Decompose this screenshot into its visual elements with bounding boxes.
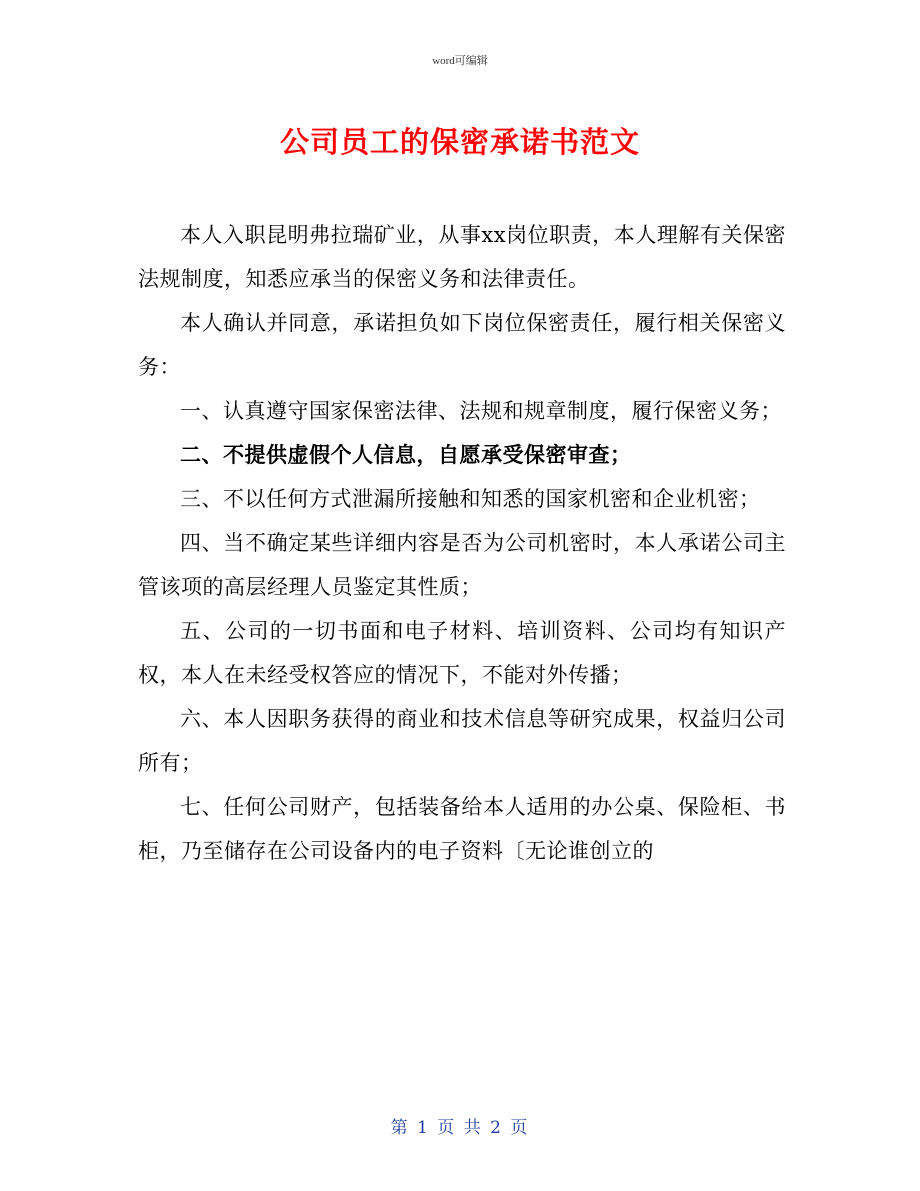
document-title: 公司员工的保密承诺书范文: [279, 125, 640, 159]
page-number-footer: 第 1 页 共 2 页: [390, 1118, 530, 1138]
clause-3: 三、不以任何方式泄漏所接触和知悉的国家机密和企业机密；: [180, 487, 761, 511]
paragraph-intro: 本人入职昆明弗拉瑞矿业，从事xx岗位职责，本人理解有关保密法规制度，知悉应承当的保密义务和法律责任。: [138, 223, 786, 291]
clause-4: 四、当不确定某些详细内容是否为公司机密时，本人承诺公司主管该项的高层经理人员鉴定其性质；: [138, 531, 786, 599]
page-header: word可编辑: [432, 55, 488, 67]
clause-7: 七、任何公司财产，包括装备给本人适用的办公桌、保险柜、书柜，乃至储存在公司设备内的电子资料〔无论谁创立的: [138, 795, 786, 863]
paragraph-consent: 本人确认并同意，承诺担负如下岗位保密责任，履行相关保密义务：: [138, 311, 786, 379]
clause-2: 二、不提供虚假个人信息，自愿承受保密审查；: [180, 443, 632, 467]
clause-1: 一、认真遵守国家保密法律、法规和规章制度，履行保密义务；: [180, 399, 782, 423]
clause-6: 六、本人因职务获得的商业和技术信息等研究成果，权益归公司所有；: [138, 707, 786, 775]
clause-5: 五、公司的一切书面和电子材料、培训资料、公司均有知识产权，本人在未经受权答应的情况下，不能对外传播；: [138, 619, 786, 687]
document-body: [138, 213, 786, 873]
